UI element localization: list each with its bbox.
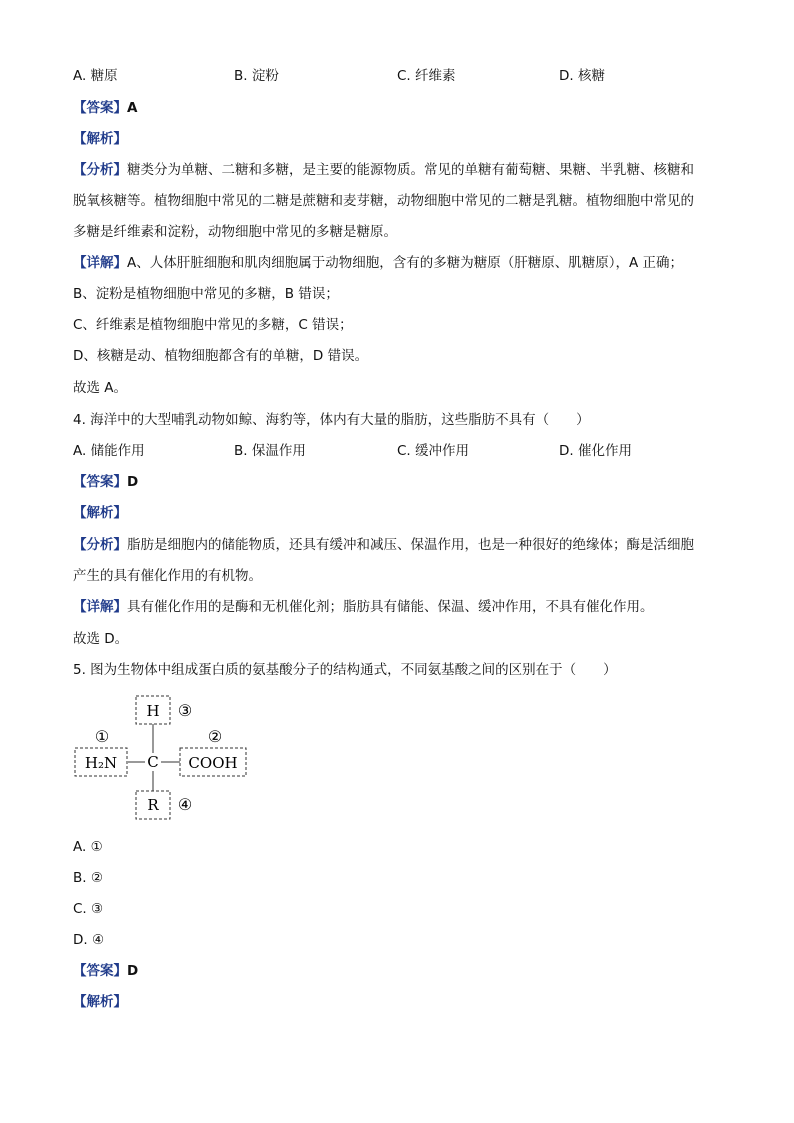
q3-fenxi-line-1: 【分析】糖类分为单糖、二糖和多糖，是主要的能源物质。常见的单糖有葡萄糖、果糖、半乳糖、核糖和: [73, 162, 694, 178]
amino-acid-structure-diagram: [72, 693, 257, 823]
q5-option-d: D. ④: [73, 932, 105, 948]
q3-xiangjie-line-4: D、核糖是动、植物细胞都含有的单糖，D 错误。: [73, 348, 369, 364]
q3-answer: 【答案】A: [73, 100, 138, 116]
q3-xiangjie-line-3: C、纤维素是植物细胞中常见的多糖，C 错误；: [73, 317, 353, 333]
q3-fenxi-line-3: 多糖是纤维素和淀粉，动物细胞中常见的多糖是糖原。: [73, 224, 397, 240]
q4-option-b: B. 保温作用: [234, 443, 306, 459]
q5-option-c: C. ③: [73, 901, 104, 917]
q4-stem: 4. 海洋中的大型哺乳动物如鲸、海豹等，体内有大量的脂肪，这些脂肪不具有（ ）: [73, 412, 590, 428]
q3-option-a: A. 糖原: [73, 68, 118, 84]
q4-option-c: C. 缓冲作用: [397, 443, 470, 459]
q4-option-a: A. 储能作用: [73, 443, 145, 459]
q3-xiangjie-line-2: B、淀粉是植物细胞中常见的多糖，B 错误；: [73, 286, 339, 302]
q3-conclusion: 故选 A。: [73, 380, 128, 396]
q3-fenxi-line-2: 脱氧核糖等。植物细胞中常见的二糖是蔗糖和麦芽糖，动物细胞中常见的二糖是乳糖。植物细胞中常见的: [73, 193, 694, 209]
circle-4-label: ④: [177, 795, 193, 814]
q4-fenxi-line-2: 产生的具有催化作用的有机物。: [73, 568, 262, 584]
circle-1-label: ①: [94, 727, 110, 746]
h2n-label: H₂N: [84, 754, 118, 772]
q3-option-c: C. 纤维素: [397, 68, 456, 84]
q5-analysis-heading: 【解析】: [73, 994, 127, 1010]
cooh-label: COOH: [188, 754, 238, 772]
q4-option-d: D. 催化作用: [559, 443, 632, 459]
q5-option-b: B. ②: [73, 870, 103, 886]
q4-analysis-heading: 【解析】: [73, 505, 127, 521]
q5-stem: 5. 图为生物体中组成蛋白质的氨基酸分子的结构通式，不同氨基酸之间的区别在于（ ）: [73, 662, 617, 678]
q3-analysis-heading: 【解析】: [73, 131, 127, 147]
h-label: H: [146, 702, 160, 720]
q5-answer: 【答案】D: [73, 963, 139, 979]
circle-3-label: ③: [177, 701, 193, 720]
q4-fenxi-line-1: 【分析】脂肪是细胞内的储能物质，还具有缓冲和减压、保温作用，也是一种很好的绝缘体；酶是活细胞: [73, 537, 694, 553]
c-label: C: [147, 753, 159, 771]
r-label: R: [147, 796, 159, 814]
q3-xiangjie-line-1: 【详解】A、人体肝脏细胞和肌肉细胞属于动物细胞，含有的多糖为糖原（肝糖原、肌糖原），A 正确；: [73, 255, 684, 271]
q4-answer: 【答案】D: [73, 474, 139, 490]
q3-option-b: B. 淀粉: [234, 68, 279, 84]
circle-2-label: ②: [207, 727, 223, 746]
q5-option-a: A. ①: [73, 839, 103, 855]
q3-option-d: D. 核糖: [559, 68, 605, 84]
q4-conclusion: 故选 D。: [73, 631, 129, 647]
q4-xiangjie: 【详解】具有催化作用的是酶和无机催化剂；脂肪具有储能、保温、缓冲作用，不具有催化作用。: [73, 599, 654, 615]
